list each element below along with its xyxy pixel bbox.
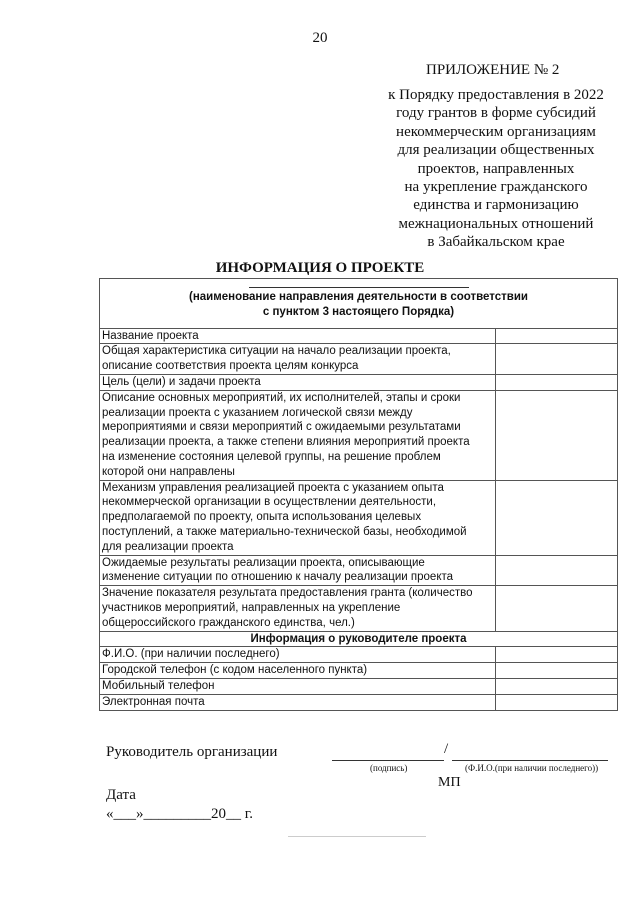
name-line[interactable] bbox=[452, 760, 608, 761]
order-reference-line: для реализации общественных bbox=[397, 142, 595, 159]
row-label-line: для реализации проекта bbox=[102, 540, 234, 553]
signature-line[interactable] bbox=[332, 760, 444, 761]
row-label bbox=[100, 344, 496, 375]
row-label-line: Городской телефон (с кодом населенного пункта) bbox=[102, 664, 368, 677]
page-number: 20 bbox=[312, 30, 328, 46]
row-label bbox=[100, 390, 496, 480]
row-value-cell[interactable] bbox=[496, 647, 618, 663]
row-value-cell[interactable] bbox=[496, 374, 618, 390]
row-label-line: Механизм управления реализацией проекта с указанием опыта bbox=[102, 481, 444, 494]
row-value-cell[interactable] bbox=[496, 328, 618, 344]
table-row bbox=[100, 647, 618, 663]
row-label-line: Описание основных мероприятий, их исполнителей, этапы и сроки bbox=[102, 391, 461, 404]
row-label-line: Ф.И.О. (при наличии последнего) bbox=[102, 648, 280, 661]
table-row bbox=[100, 586, 618, 631]
row-value-cell[interactable] bbox=[496, 344, 618, 375]
table-row bbox=[100, 390, 618, 480]
row-label bbox=[100, 480, 496, 555]
row-value-cell[interactable] bbox=[496, 694, 618, 710]
row-label-line: реализации проекта с указанием логической связи между bbox=[102, 406, 413, 419]
order-reference-line: некоммерческим организациям bbox=[396, 123, 596, 140]
row-label-line: Электронная почта bbox=[102, 695, 205, 708]
row-label-line: на изменение состояния целевой группы, на решение проблем bbox=[102, 450, 441, 463]
order-reference-line: межнациональных отношений bbox=[398, 215, 594, 232]
row-label-line: мероприятиями и связи мероприятий с ожидаемыми результатами bbox=[102, 421, 461, 434]
row-label-line: общероссийского гражданского единства, чел.) bbox=[102, 616, 355, 629]
table-row bbox=[100, 480, 618, 555]
direction-cell bbox=[100, 279, 618, 329]
manager-section-row bbox=[100, 631, 618, 647]
row-label-line: Общая характеристика ситуации на начало реализации проекта, bbox=[102, 345, 451, 358]
row-label-line: которой они направлены bbox=[102, 465, 235, 478]
table-row bbox=[100, 328, 618, 344]
row-label bbox=[100, 678, 496, 694]
manager-section-heading: Информация о руководителе проекта bbox=[100, 631, 618, 647]
row-value-cell[interactable] bbox=[496, 678, 618, 694]
order-reference-line: единства и гармонизацию bbox=[413, 197, 579, 214]
row-label bbox=[100, 586, 496, 631]
table-row bbox=[100, 555, 618, 586]
row-label-line: поступлений, а также материально-технической базы, необходимой bbox=[102, 525, 467, 538]
direction-caption-line-2: с пунктом 3 настоящего Порядка) bbox=[262, 305, 455, 318]
row-label bbox=[100, 647, 496, 663]
appendix-title: ПРИЛОЖЕНИЕ № 2 bbox=[426, 62, 560, 78]
name-caption: (Ф.И.О.(при наличии последнего)) bbox=[465, 763, 599, 773]
row-label-line: Значение показателя результата предоставления гранта (количество bbox=[102, 587, 473, 600]
row-value-cell[interactable] bbox=[496, 663, 618, 679]
manager-signature-label: Руководитель организации bbox=[106, 744, 278, 760]
order-reference-line: на укрепление гражданского bbox=[404, 179, 588, 196]
row-label-line: описание соответствия проекта целям конкурса bbox=[102, 360, 359, 373]
row-value-cell[interactable] bbox=[496, 390, 618, 480]
row-label-line: реализации проекта, а также степени влияния мероприятий проекта bbox=[102, 436, 470, 449]
date-field[interactable]: «___»_________20__ г. bbox=[106, 806, 253, 822]
row-label-line: Цель (цели) и задачи проекта bbox=[102, 375, 261, 388]
table-row bbox=[100, 663, 618, 679]
order-reference-line: в Забайкальском крае bbox=[427, 234, 565, 251]
row-value-cell[interactable] bbox=[496, 480, 618, 555]
row-label bbox=[100, 663, 496, 679]
row-label bbox=[100, 555, 496, 586]
bottom-divider bbox=[288, 836, 426, 837]
direction-blank-line bbox=[249, 287, 469, 288]
order-reference-line: году грантов в форме субсидий bbox=[396, 105, 596, 122]
order-reference bbox=[378, 86, 614, 252]
order-reference-line: проектов, направленных bbox=[417, 160, 575, 177]
row-label-line: некоммерческой организации в осуществлении деятельности, bbox=[102, 496, 437, 509]
project-info-table bbox=[99, 278, 618, 711]
row-label-line: предполагаемой по проекту, опыта использования целевых bbox=[102, 511, 422, 524]
row-label-line: Мобильный телефон bbox=[102, 679, 215, 692]
form-title: ИНФОРМАЦИЯ О ПРОЕКТЕ bbox=[215, 260, 425, 276]
date-label: Дата bbox=[106, 787, 136, 803]
table-row bbox=[100, 374, 618, 390]
order-reference-line: к Порядку предоставления в 2022 bbox=[388, 87, 604, 103]
row-value-cell[interactable] bbox=[496, 586, 618, 631]
stamp-place: МП bbox=[438, 775, 461, 790]
signature-slash: / bbox=[444, 741, 449, 757]
direction-caption-line-1: (наименование направления деятельности в соответствии bbox=[189, 291, 528, 303]
row-label-line: Название проекта bbox=[102, 329, 199, 342]
row-value-cell[interactable] bbox=[496, 555, 618, 586]
row-label bbox=[100, 374, 496, 390]
table-row bbox=[100, 694, 618, 710]
row-label bbox=[100, 328, 496, 344]
row-label-line: Ожидаемые результаты реализации проекта, описывающие bbox=[102, 556, 425, 569]
signature-caption: (подпись) bbox=[370, 763, 408, 773]
direction-header-row bbox=[100, 279, 618, 329]
row-label-line: изменение ситуации по отношению к началу реализации проекта bbox=[102, 571, 454, 584]
row-label-line: участников мероприятий, направленных на укрепление bbox=[102, 601, 401, 614]
table-row bbox=[100, 678, 618, 694]
table-row bbox=[100, 344, 618, 375]
row-label bbox=[100, 694, 496, 710]
